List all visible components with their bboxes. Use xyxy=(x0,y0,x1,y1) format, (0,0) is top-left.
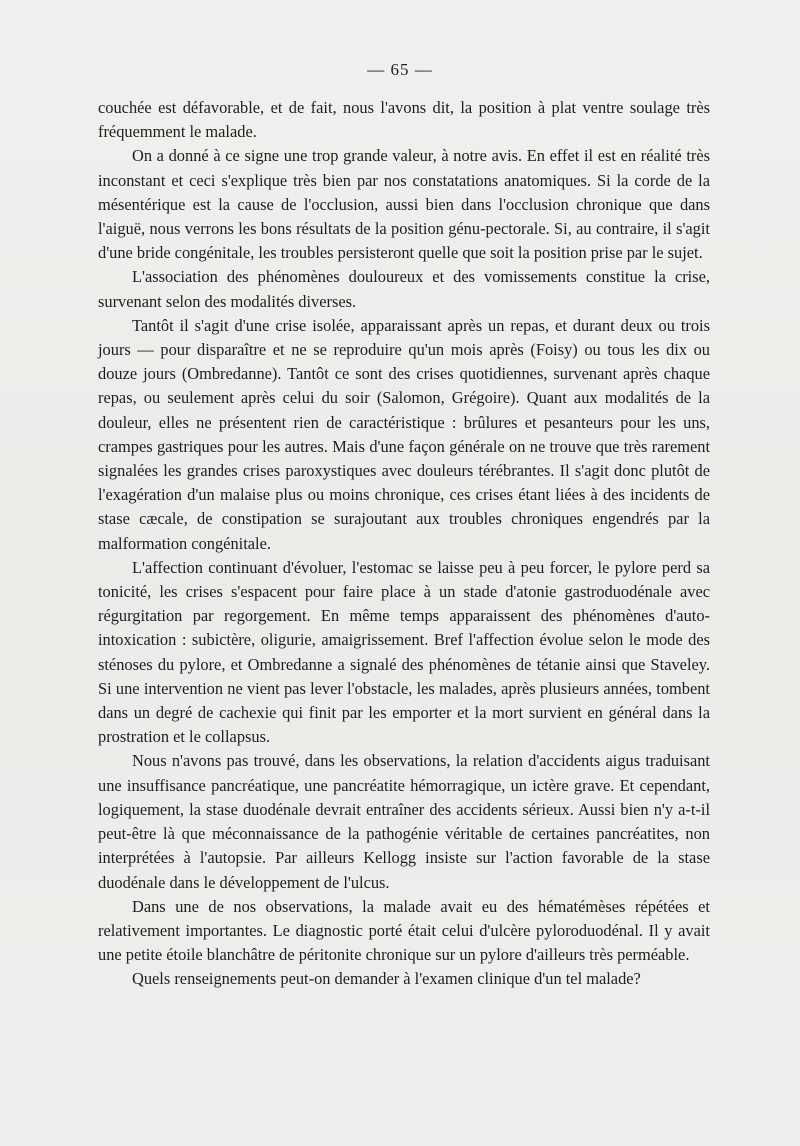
paragraph-evolution: L'affection continuant d'évoluer, l'estomac se laisse peu à peu forcer, le pylore perd sa tonicité, les crises s'espacent pour faire place à un stade d'atonie gastroduodénale avec régurgitation par regorgement. En même temps apparaissent des phénomènes d'auto-intoxication : subictère, oligurie, amaigrissement. Bref l'affection évolue selon le mode des sténoses du pylore, et Ombredanne a signalé des phénomènes de tétanie ainsi que Staveley. Si une intervention ne vient pas lever l'obstacle, les malades, après plusieurs années, tombent dans un degré de cachexie qui finit par les emporter et la mort survient en général dans la prostration et le collapsus. xyxy=(98,557,710,747)
paragraph-sign-value: On a donné à ce signe une trop grande valeur, à notre avis. En effet il est en réalité très inconstant et ceci s'explique très bien par nos constatations anatomiques. Si la corde de la mésentérique est la cause de l'occlusion, aussi bien dans l'occlusion chronique que dans l'aiguë, nous verrons les bons résultats de la position génu-pectorale. Si, au contraire, il s'agit d'une bride congénitale, les troubles persisteront quelle que soit la position prise par le sujet. xyxy=(98,146,710,263)
page-number: — 65 — xyxy=(367,60,433,79)
paragraph-pancreatic: Nous n'avons pas trouvé, dans les observations, la relation d'accidents aigus traduisant une insuffisance pancréatique, une pancréatite hémorragique, un ictère grave. Et cependant, logiquement, la stase duodénale devrait entraîner des accidents sérieux. Aussi bien n'y a-t-il peut-être là que méconnaissance de la pathogénie véritable de certaines pancréatites, non interprétées à l'autopsie. Par ailleurs Kellogg insiste sur l'action favorable de la stase duodénale dans le développement de l'ulcus. xyxy=(98,751,710,892)
paragraph-crisis-definition: L'association des phénomènes douloureux et des vomissements constitue la crise, survenant selon des modalités diverses. xyxy=(98,267,710,311)
paragraph-observation: Dans une de nos observations, la malade avait eu des hématémèses répétées et relativement importantes. Le diagnostic porté était celui d'ulcère pyloroduodénal. Il y avait une petite étoile blanchâtre de péritonite chronique sur un pylore d'ailleurs très perméable. xyxy=(98,896,710,965)
paragraph-question: Quels renseignements peut-on demander à l'examen clinique d'un tel malade? xyxy=(132,969,641,989)
paragraph-continuation: couchée est défavorable, et de fait, nous l'avons dit, la position à plat ventre soulage très fréquemment le malade. xyxy=(98,98,710,142)
paragraph-crisis-modalities: Tantôt il s'agit d'une crise isolée, apparaissant après un repas, et durant deux ou trois jours — pour disparaître et ne se reproduire qu'un mois après (Foisy) ou tous les dix ou douze jours (Ombredanne). Tantôt ce sont des crises quotidiennes, survenant après chaque repas, ou seulement après celui du soir (Salomon, Grégoire). Quant aux modalités de la douleur, elles ne présentent rien de caractéristique : brûlures et pesanteurs pour les uns, crampes gastriques pour les autres. Mais d'une façon générale on ne trouve que très rarement signalées les grandes crises paroxystiques avec douleurs térébrantes. Il s'agit donc plutôt de l'exagération d'un malaise plus ou moins chronique, ces crises étant liées à des incidents de stase cæcale, de constipation se surajoutant aux troubles chroniques engendrés par la malformation congénitale. xyxy=(98,315,710,553)
body-text xyxy=(98,96,710,992)
